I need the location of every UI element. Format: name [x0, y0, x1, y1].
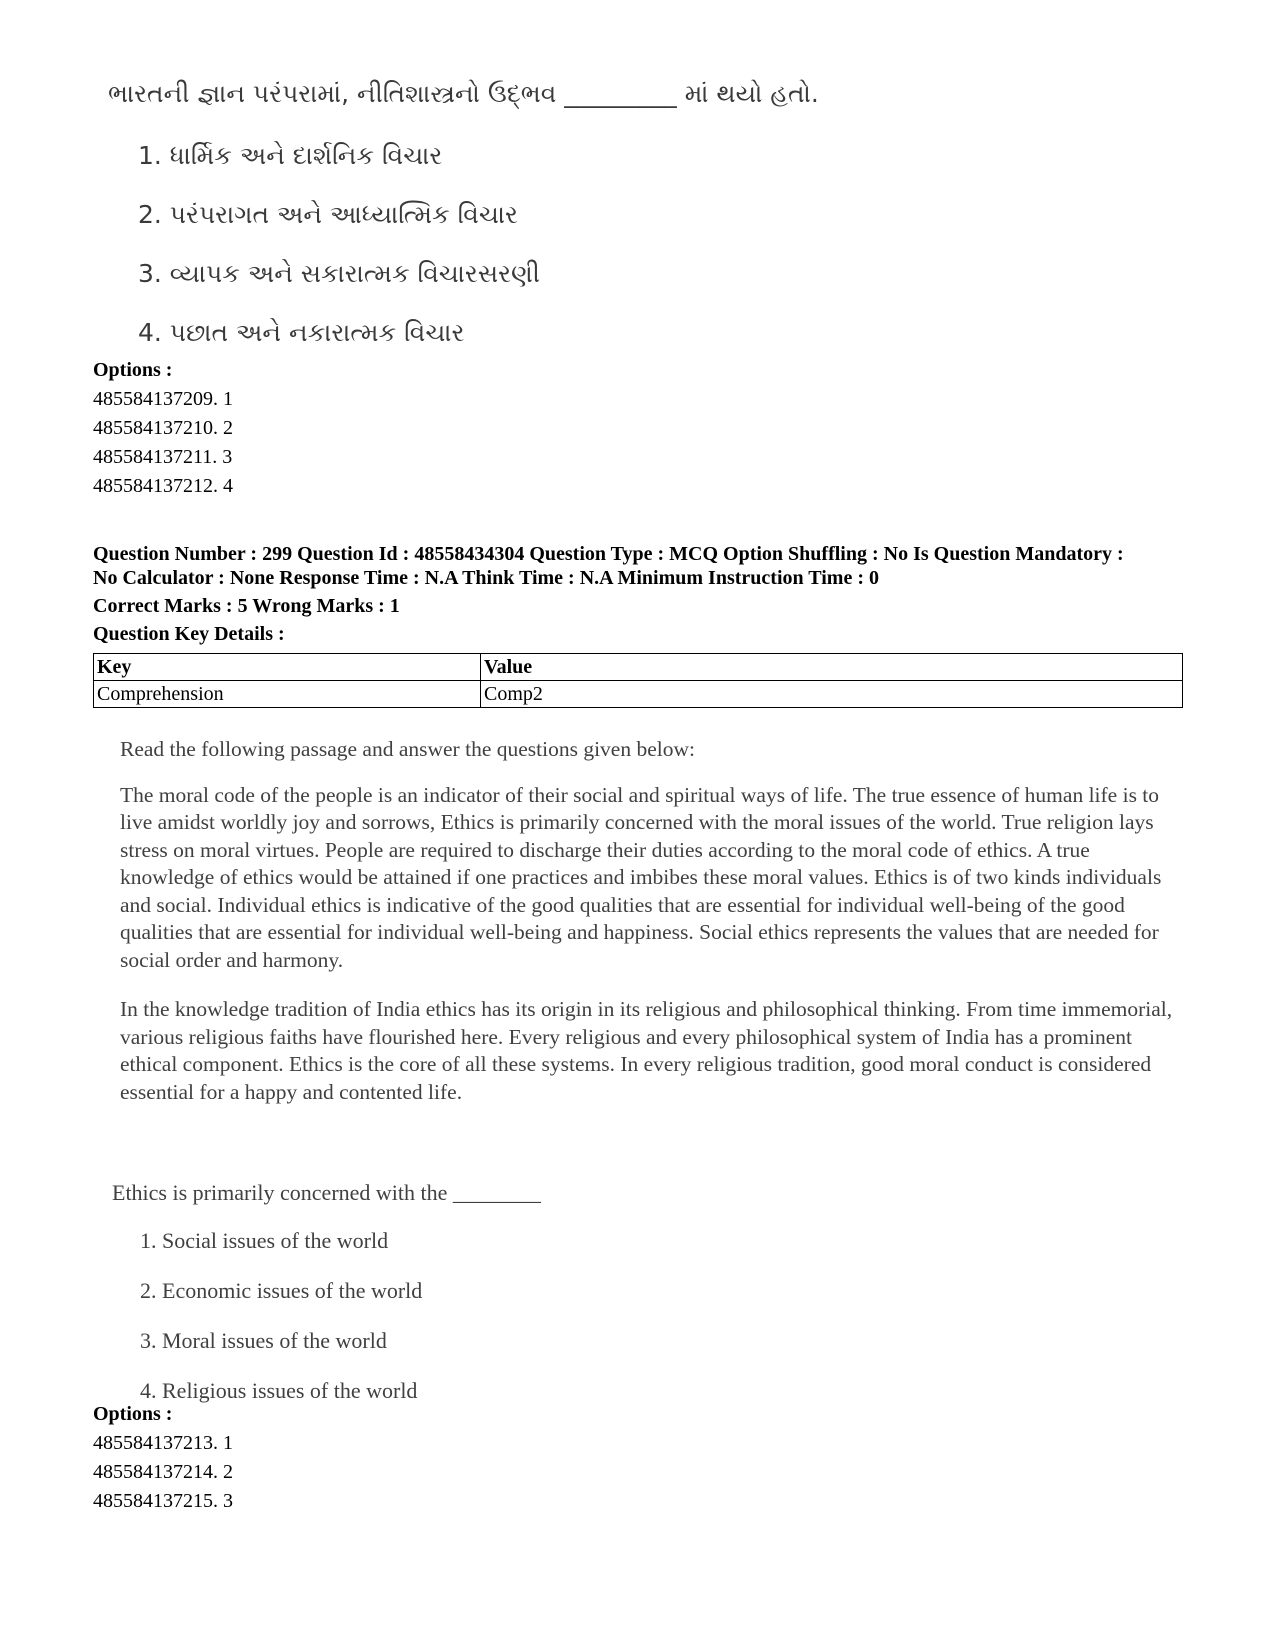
english-option-1: 1. Social issues of the world: [140, 1228, 389, 1253]
gujarati-option-2: 2. પરંપરાગત અને આધ્યાત્મિક વિચાર: [138, 200, 518, 229]
english-option-3: 3. Moral issues of the world: [140, 1328, 387, 1353]
marks-line: Correct Marks : 5 Wrong Marks : 1: [93, 595, 400, 617]
gujarati-question-block: [108, 70, 908, 362]
gujarati-option-3: 3. વ્યાપક અને સકારાત્મક વિચારસરણી: [138, 259, 540, 288]
english-question-text: Ethics is primarily concerned with the ________: [112, 1180, 541, 1205]
table-header-row: [94, 654, 1183, 681]
comprehension-passage: [120, 736, 1180, 1128]
key-details-table: [93, 653, 1183, 708]
question-meta-line-2: No Calculator : None Response Time : N.A Think Time : N.A Minimum Instruction Time : 0: [93, 567, 879, 589]
options-block-2: [93, 1400, 233, 1516]
option-id-item: 485584137210. 2: [93, 417, 233, 439]
options-label: Options :: [93, 359, 173, 381]
table-cell-value: Comp2: [481, 681, 1183, 708]
table-header-value: Value: [481, 654, 1183, 681]
gujarati-option-1: 1. ધાર્મિક અને દાર્શનિક વિચાર: [138, 141, 443, 170]
option-id-item: 485584137214. 2: [93, 1461, 233, 1483]
option-id-item: 485584137209. 1: [93, 388, 233, 410]
english-question-block: [112, 1180, 541, 1428]
passage-intro: Read the following passage and answer the questions given below:: [120, 737, 695, 761]
english-option-2: 2. Economic issues of the world: [140, 1278, 423, 1303]
passage-paragraph-2: In the knowledge tradition of India ethics has its origin in its religious and philosophical thinking. From time immemorial, various religious faiths have flourished here. Every religious and every philosophical system of India has a prominent ethical component. Ethics is the core of all these systems. In every religious tradition, good moral conduct is considered essential for a happy and contented life.: [120, 997, 1173, 1104]
gujarati-option-4: 4. પછાત અને નકારાત્મક વિચાર: [138, 318, 465, 347]
key-details-label: Question Key Details :: [93, 623, 285, 645]
question-meta-line-1: Question Number : 299 Question Id : 48558434304 Question Type : MCQ Option Shuffling : No Is Question Mandatory :: [93, 543, 1124, 565]
options-label: Options :: [93, 1403, 173, 1425]
option-id-item: 485584137212. 4: [93, 475, 233, 497]
options-block-1: [93, 356, 233, 501]
option-id-item: 485584137213. 1: [93, 1432, 233, 1454]
question-meta: [93, 542, 1193, 646]
passage-paragraph-1: The moral code of the people is an indicator of their social and spiritual ways of life. The true essence of human life is to live amidst worldly joy and sorrows, Ethics is primarily concerned with the moral issues of the world. True religion lays stress on moral virtues. People are required to discharge their duties according to the moral code of ethics. A true knowledge of ethics would be attained if one practices and imbibes these moral values. Ethics is of two kinds individuals and social. Individual ethics is indicative of the good qualities that are essential for individual well-being of the good qualities that are essential for individual well-being and happiness. Social ethics represents the values that are needed for social order and harmony.: [120, 782, 1162, 972]
english-option-4: 4. Religious issues of the world: [140, 1378, 418, 1403]
gujarati-question-text: ભારતની જ્ઞાન પરંપરામાં, નીતિશાસ્ત્રનો ઉદ્ભવ _________ માં થયો હતો.: [108, 79, 819, 108]
table-header-key: Key: [94, 654, 481, 681]
table-cell-key: Comprehension: [94, 681, 481, 708]
option-id-item: 485584137215. 3: [93, 1490, 233, 1512]
table-row: [94, 681, 1183, 708]
option-id-item: 485584137211. 3: [93, 446, 233, 468]
